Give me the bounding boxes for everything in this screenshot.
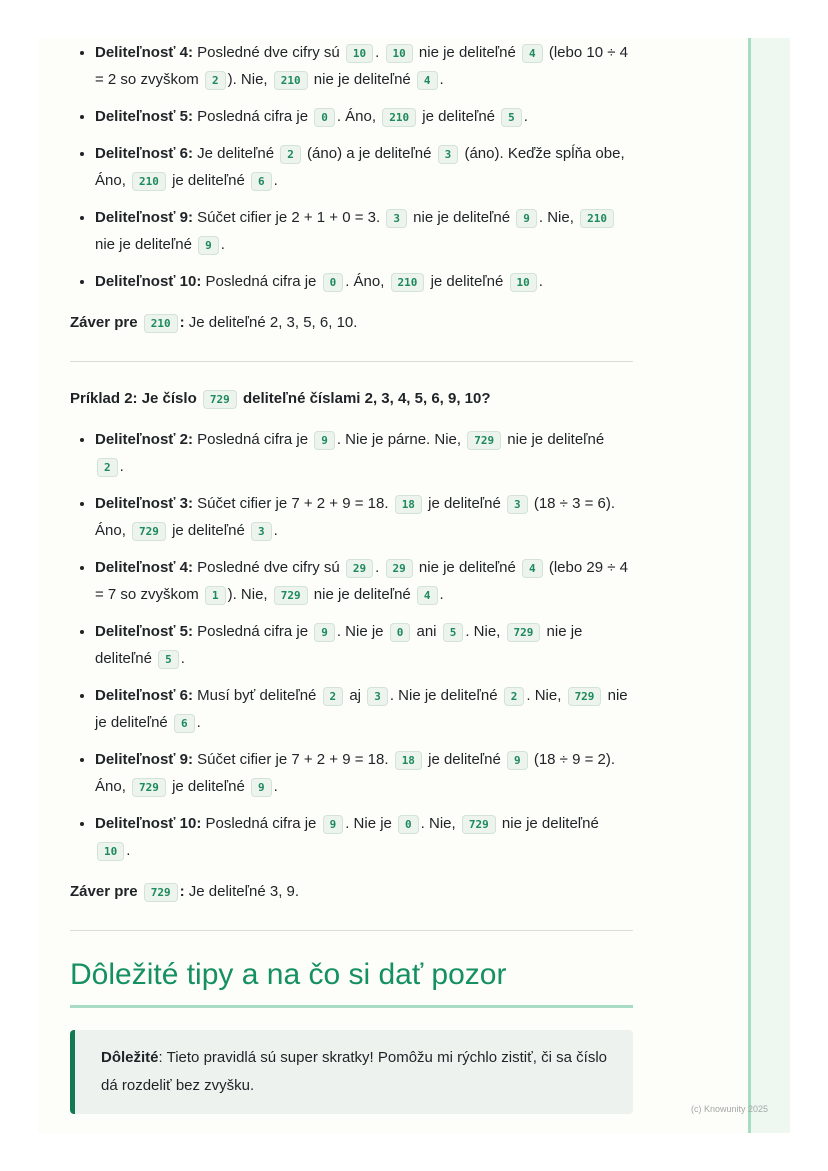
inline-code: 10 (386, 44, 413, 63)
inline-code: 729 (144, 883, 178, 902)
inline-code: 3 (367, 687, 388, 706)
inline-code: 0 (390, 623, 411, 642)
inline-code: 4 (417, 586, 438, 605)
divider (70, 930, 633, 931)
inline-code: 729 (132, 778, 166, 797)
text: je deliteľné (167, 522, 249, 539)
text: (18 ÷ 9 = 2). Áno, (95, 751, 616, 795)
bold-label: Deliteľnosť 2: (95, 431, 193, 448)
inline-code: 729 (462, 815, 496, 834)
text: . (180, 650, 185, 667)
text: . (220, 236, 225, 253)
sidebar-strip (748, 38, 790, 1133)
inline-code: 10 (97, 842, 124, 861)
important-callout (70, 1030, 633, 1114)
inline-code: 29 (346, 559, 373, 578)
section-heading: Dôležité tipy a na čo si dať pozor (70, 955, 633, 1008)
inline-code: 9 (507, 751, 528, 770)
bold-label: Deliteľnosť 6: (95, 687, 193, 704)
inline-code: 1 (205, 586, 226, 605)
text: nie je deliteľné (95, 236, 197, 253)
inline-code: 3 (251, 522, 272, 541)
text: . Nie, (420, 815, 460, 832)
text: . (375, 44, 384, 61)
text: je deliteľné (423, 751, 506, 768)
example2-conclusion (70, 879, 633, 906)
text: je deliteľné (426, 273, 508, 290)
text: nie je deliteľné (497, 815, 599, 832)
inline-code: 9 (516, 209, 537, 228)
text: Je deliteľné (192, 145, 279, 162)
inline-code: 3 (386, 209, 407, 228)
list-item (95, 141, 633, 195)
inline-code: 10 (510, 273, 537, 292)
text: je deliteľné (167, 172, 249, 189)
list-item (95, 104, 633, 131)
text: . (119, 458, 124, 475)
text: . Nie, (538, 209, 579, 226)
bold-label: Deliteľnosť 3: (95, 495, 193, 512)
inline-code: 729 (132, 522, 166, 541)
list-item (95, 427, 633, 481)
inline-code: 729 (568, 687, 602, 706)
inline-code: 0 (323, 273, 344, 292)
inline-code: 729 (467, 431, 501, 450)
inline-code: 210 (274, 71, 308, 90)
inline-code: 4 (522, 44, 543, 63)
list-item (95, 683, 633, 737)
text: Posledná cifra je (201, 273, 321, 290)
bold-label: Príklad 2: Je číslo (70, 390, 201, 407)
text: Súčet cifier je 7 + 2 + 9 = 18. (192, 751, 393, 768)
inline-code: 729 (274, 586, 308, 605)
inline-code: 2 (97, 458, 118, 477)
list-item (95, 811, 633, 865)
example1-list (70, 40, 633, 296)
text: . (273, 522, 278, 539)
inline-code: 2 (504, 687, 525, 706)
bold-label: : (179, 883, 185, 900)
inline-code: 210 (382, 108, 416, 127)
text: . Nie je deliteľné (389, 687, 502, 704)
inline-code: 9 (251, 778, 272, 797)
inline-code: 6 (174, 714, 195, 733)
inline-code: 18 (395, 495, 422, 514)
text: Posledné dve cifry sú (192, 559, 344, 576)
text: ani (412, 623, 441, 640)
inline-code: 2 (323, 687, 344, 706)
text: (áno) a je deliteľné (302, 145, 436, 162)
text: je deliteľné (167, 778, 249, 795)
example2-title (70, 386, 633, 413)
text: (lebo 10 ÷ 4 = 2 so zvyškom (95, 44, 628, 88)
list-item (95, 491, 633, 545)
content (70, 40, 633, 1114)
text: . (538, 273, 543, 290)
list-item (95, 555, 633, 609)
bold-label: Deliteľnosť 9: (95, 751, 193, 768)
text: . Áno, (345, 273, 389, 290)
text: . Nie, (526, 687, 566, 704)
bold-label: Deliteľnosť 10: (95, 815, 202, 832)
inline-code: 6 (251, 172, 272, 191)
text: Je deliteľné 2, 3, 5, 6, 10. (184, 314, 358, 331)
inline-code: 10 (346, 44, 373, 63)
text: Posledná cifra je (201, 815, 321, 832)
text: . (126, 842, 131, 859)
bold-label: Záver pre (70, 883, 142, 900)
inline-code: 9 (198, 236, 219, 255)
text: nie je deliteľné (503, 431, 605, 448)
inline-code: 729 (507, 623, 541, 642)
inline-code: 29 (386, 559, 413, 578)
example2-list (70, 427, 633, 865)
text: nie je deliteľné (309, 586, 415, 603)
inline-code: 9 (323, 815, 344, 834)
text: ). Nie, (227, 586, 272, 603)
example1-conclusion (70, 310, 633, 337)
text: nie je deliteľné (309, 71, 415, 88)
bold-label: Deliteľnosť 9: (95, 209, 193, 226)
inline-code: 4 (417, 71, 438, 90)
inline-code: 4 (522, 559, 543, 578)
bold-label: Záver pre (70, 314, 142, 331)
inline-code: 5 (501, 108, 522, 127)
text: je deliteľné (418, 108, 500, 125)
text: . Nie je párne. Nie, (336, 431, 466, 448)
text: . Nie je (336, 623, 388, 640)
inline-code: 210 (391, 273, 425, 292)
copyright-footer: (c) Knowunity 2025 (691, 1104, 769, 1114)
text: Je deliteľné 3, 9. (184, 883, 300, 900)
text: Posledná cifra je (192, 108, 313, 125)
bold-label: Deliteľnosť 4: (95, 559, 193, 576)
text: Musí byť deliteľné (192, 687, 321, 704)
inline-code: 729 (203, 390, 237, 409)
text: nie je deliteľné (414, 559, 521, 576)
text: . (196, 714, 201, 731)
bold-label: Deliteľnosť 5: (95, 623, 193, 640)
bold-label: Deliteľnosť 6: (95, 145, 193, 162)
text: Posledné dve cifry sú (192, 44, 344, 61)
bold-label: Deliteľnosť 4: (95, 44, 193, 61)
callout-text: : Tieto pravidlá sú super skratky! Pomôžu mi rýchlo zistiť, či sa číslo dá rozdeliť bez zvyšku. (101, 1049, 607, 1094)
text: . (273, 778, 278, 795)
text: . Nie, (465, 623, 505, 640)
inline-code: 9 (314, 431, 335, 450)
text: nie je deliteľné (95, 623, 583, 667)
inline-code: 210 (132, 172, 166, 191)
inline-code: 210 (144, 314, 178, 333)
text: (áno). Keďže spĺňa obe, Áno, (95, 145, 625, 189)
text: Súčet cifier je 2 + 1 + 0 = 3. (192, 209, 385, 226)
inline-code: 9 (314, 623, 335, 642)
inline-code: 210 (580, 209, 614, 228)
text: aj (345, 687, 366, 704)
text: je deliteľné (423, 495, 506, 512)
bold-label: : (179, 314, 185, 331)
text: ). Nie, (227, 71, 272, 88)
text: Posledná cifra je (192, 431, 313, 448)
text: . Nie je (345, 815, 397, 832)
text: nie je deliteľné (414, 44, 521, 61)
inline-code: 3 (438, 145, 459, 164)
text: . (523, 108, 528, 125)
text: (lebo 29 ÷ 4 = 7 so zvyškom (95, 559, 628, 603)
text: . (439, 71, 444, 88)
bold-label: deliteľné číslami 2, 3, 4, 5, 6, 9, 10? (238, 390, 491, 407)
bold-label: Deliteľnosť 5: (95, 108, 193, 125)
list-item (95, 40, 633, 94)
inline-code: 5 (158, 650, 179, 669)
inline-code: 3 (507, 495, 528, 514)
divider (70, 361, 633, 362)
text: Posledná cifra je (192, 623, 313, 640)
text: . Áno, (336, 108, 381, 125)
text: . (273, 172, 278, 189)
inline-code: 5 (443, 623, 464, 642)
text: Súčet cifier je 7 + 2 + 9 = 18. (192, 495, 393, 512)
list-item (95, 205, 633, 259)
list-item (95, 269, 633, 296)
list-item (95, 619, 633, 673)
bold-label: Deliteľnosť 10: (95, 273, 202, 290)
text: nie je deliteľné (408, 209, 515, 226)
inline-code: 2 (205, 71, 226, 90)
text: . (375, 559, 384, 576)
inline-code: 18 (395, 751, 422, 770)
inline-code: 0 (398, 815, 419, 834)
text: (18 ÷ 3 = 6). Áno, (95, 495, 616, 539)
text: nie je deliteľné (95, 687, 628, 731)
list-item (95, 747, 633, 801)
text: . (439, 586, 444, 603)
inline-code: 2 (280, 145, 301, 164)
inline-code: 0 (314, 108, 335, 127)
callout-label: Dôležité (101, 1049, 159, 1066)
